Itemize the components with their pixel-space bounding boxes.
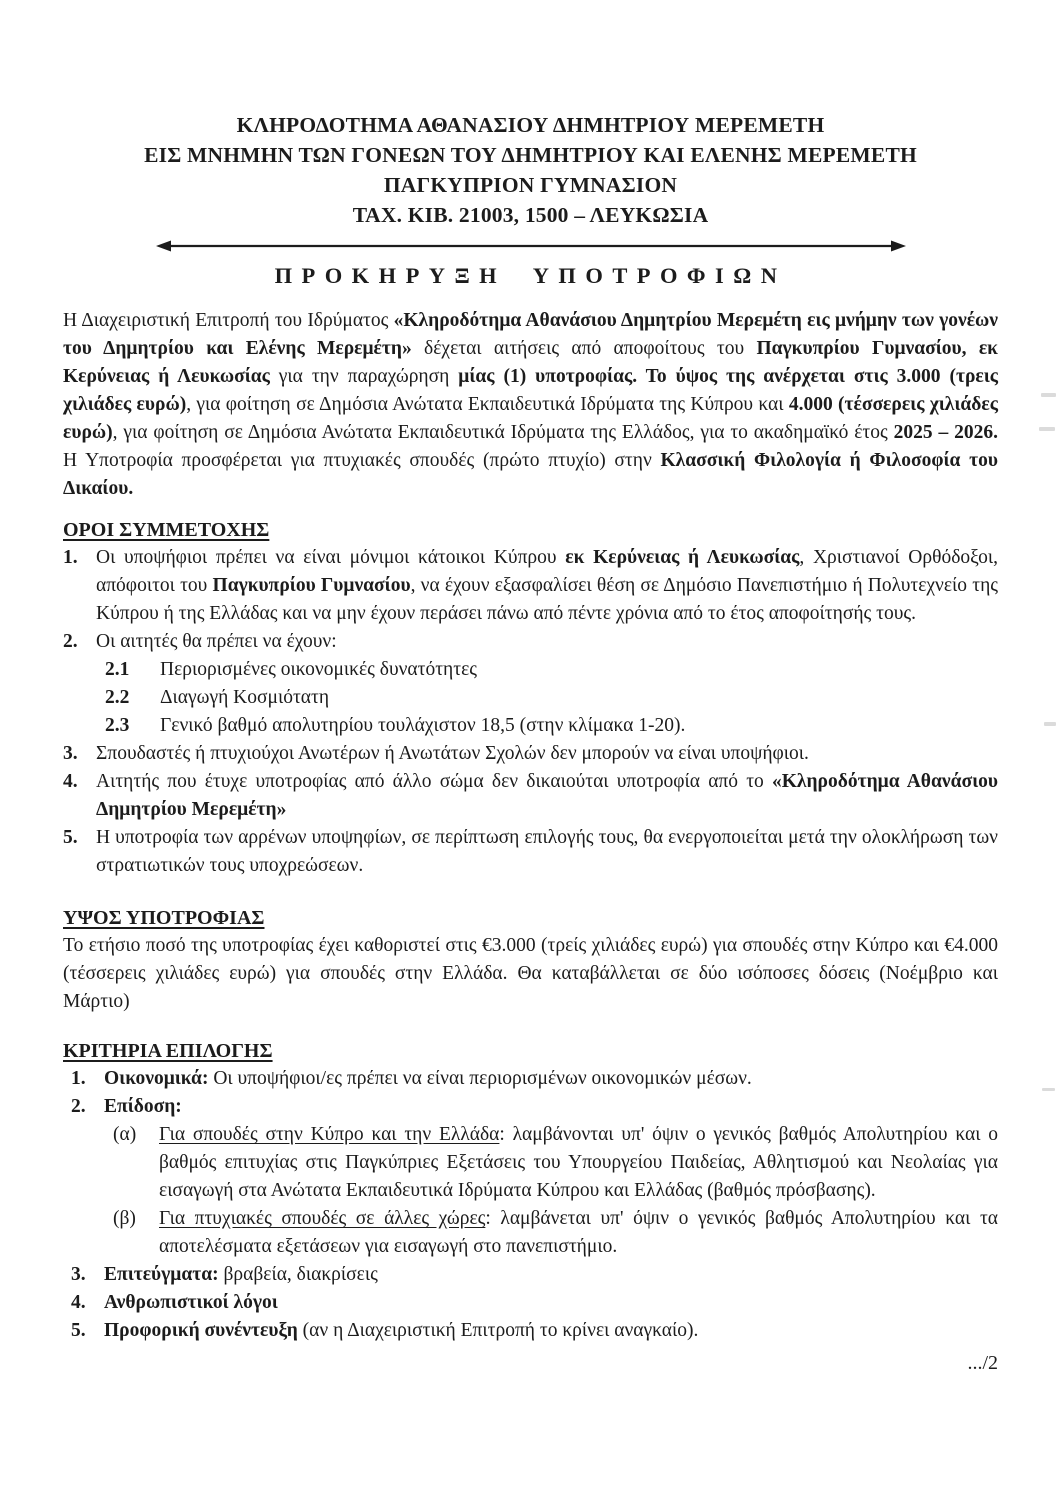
amount-paragraph: Το ετήσιο ποσό της υποτροφίας έχει καθοριστεί στις €3.000 (τρείς χιλιάδες ευρώ) για σπουδές στην Κύπρο και €4.000 (τέσσερεις χιλιάδες ευρώ) για σπουδές στην Ελλάδα. Θα καταβάλλεται σε δύο ισόποσες δόσεις (Νοέμβριο και Μάρτιο): [63, 935, 998, 1012]
list-item: [63, 740, 998, 768]
list-item: [63, 628, 998, 740]
list-subitem-text: Διαγωγή Κοσμιότατη: [160, 687, 330, 708]
list-subitem: [105, 712, 998, 740]
list-item-number: 4.: [63, 771, 78, 792]
scan-artifact: [1042, 1088, 1055, 1091]
list-item-number: 1.: [71, 1068, 86, 1089]
letterhead-line-2: ΕΙΣ ΜΝΗΜΗΝ ΤΩΝ ΓΟΝΕΩΝ ΤΟΥ ΔΗΜΗΤΡΙΟΥ ΚΑΙ ΕΛΕΝΗΣ ΜΕΡΕΜΕΤΗ: [144, 143, 917, 167]
list-item-text: Επιτεύγματα: βραβεία, διακρίσεις: [104, 1264, 378, 1285]
list-subitem-number: 2.1: [105, 659, 130, 680]
list-item-text: Οι αιτητές θα πρέπει να έχουν:: [96, 631, 337, 652]
scan-artifact: [1041, 393, 1056, 397]
section-criteria: [63, 1037, 998, 1345]
list-item: [63, 768, 998, 824]
letterhead-line-1: ΚΛΗΡΟΔΟΤΗΜΑ ΑΘΑΝΑΣΙΟΥ ΔΗΜΗΤΡΙΟΥ ΜΕΡΕΜΕΤΗ: [236, 113, 825, 137]
list-item-number: 3.: [71, 1264, 86, 1285]
list-subitem-number: (α): [113, 1124, 137, 1145]
list-subitem-number: 2.2: [105, 687, 130, 708]
list-item: [71, 1317, 998, 1345]
list-subitem: [113, 1121, 998, 1205]
list-item-text: Οι υποψήφιοι πρέπει να είναι μόνιμοι κάτοικοι Κύπρου εκ Κερύνειας ή Λευκωσίας, Χριστιανοί Ορθόδοξοι, απόφοιτοι του Παγκυπρίου Γυμνασίου, να έχουν εξασφαλίσει θέση σε Δημόσιο Πανεπιστήμιο ή Πολυτεχνείο της Κύπρου ή της Ελλάδας και να μην έχουν περάσει πάνω από πέντε χρόνια από το έτος αποφοίτησής τους.: [96, 547, 999, 624]
page-indicator: .../2: [967, 1352, 998, 1374]
terms-sublist: [105, 656, 998, 740]
list-item: [71, 1261, 998, 1289]
section-terms: [63, 516, 998, 880]
list-subitem-text: Για σπουδές στην Κύπρο και την Ελλάδα: λαμβάνονται υπ' όψιν ο γενικός βαθμός Απολυτηρίου και ο βαθμός επιτυχίας στις Παγκύπριες Εξετάσεις του Υπουργείου Παιδείας, Αθλητισμού και Νεολαίας για εισαγωγή στα Ανώτατα Εκπαιδευτικά Ιδρύματα Κύπρου και Ελλάδας (βαθμός πρόσβασης).: [159, 1124, 998, 1201]
letterhead: [63, 110, 998, 292]
intro-paragraph: Η Διαχειριστική Επιτροπή του Ιδρύματος «Κληροδότημα Αθανάσιου Δημητρίου Μερεμέτη εις μνήμην των γονέων του Δημητρίου και Ελένης Μερεμέτη» δέχεται αιτήσεις από αποφοίτους του Παγκυπρίου Γυμνασίου, εκ Κερύνειας ή Λευκωσίας για την παραχώρηση μίας (1) υποτροφίας. Το ύψος της ανέρχεται στις 3.000 (τρεις χιλιάδες ευρώ), για φοίτηση σε Δημόσια Ανώτατα Εκπαιδευτικά Ιδρύματα της Κύπρου και 4.000 (τέσσερεις χιλιάδες ευρώ), για φοίτηση σε Δημόσια Ανώτατα Εκπαιδευτικά Ιδρύματα της Ελλάδος, για το ακαδημαϊκό έτος 2025 – 2026. Η Υποτροφία προσφέρεται για πτυχιακές σπουδές (πρώτο πτυχίο) στην Κλασσική Φιλολογία ή Φιλοσοφία του Δικαίου.: [63, 310, 999, 499]
list-item-number: 5.: [71, 1320, 86, 1341]
list-subitem: [113, 1205, 998, 1261]
list-item-number: 2.: [63, 631, 78, 652]
criteria-sublist: [113, 1121, 998, 1261]
list-item-number: 5.: [63, 827, 78, 848]
list-item: [71, 1093, 998, 1261]
letterhead-line-4: ΤΑΧ. ΚΙΒ. 21003, 1500 – ΛΕΥΚΩΣΙΑ: [352, 203, 709, 227]
list-item: [71, 1289, 998, 1317]
list-item-text: Ανθρωπιστικοί λόγοι: [104, 1292, 278, 1313]
list-item-text: Η υποτροφία των αρρένων υποψηφίων, σε περίπτωση επιλογής τους, θα ενεργοποιείται μετά την ολοκλήρωση των στρατιωτικών τους υποχρεώσεων.: [96, 827, 998, 876]
section-amount: [63, 904, 998, 1016]
list-item-number: 4.: [71, 1292, 86, 1313]
amount-heading: ΥΨΟΣ ΥΠΟΤΡΟΦΙΑΣ: [63, 907, 265, 929]
list-item: [63, 544, 998, 628]
list-item-text: Αιτητής που έτυχε υποτροφίας από άλλο σώμα δεν δικαιούται υποτροφία από το «Κληροδότημα Αθανάσιου Δημητρίου Μερεμέτη»: [96, 771, 998, 820]
criteria-heading: ΚΡΙΤΗΡΙΑ ΕΠΙΛΟΓΗΣ: [63, 1040, 273, 1062]
scan-artifact: [1039, 427, 1055, 431]
terms-list: [63, 544, 998, 880]
list-subitem-number: 2.3: [105, 715, 130, 736]
list-subitem-text: Περιορισμένες οικονομικές δυνατότητες: [160, 659, 477, 680]
list-item: [71, 1065, 998, 1093]
list-item-number: 3.: [63, 743, 78, 764]
list-item-text: Προφορική συνέντευξη (αν η Διαχειριστική Επιτροπή το κρίνει αναγκαίο).: [104, 1320, 699, 1341]
list-item-text: Σπουδαστές ή πτυχιούχοι Ανωτέρων ή Ανωτάτων Σχολών δεν μπορούν να είναι υποψήφιοι.: [96, 743, 809, 764]
list-subitem-text: Γενικό βαθμό απολυτηρίου τουλάχιστον 18,5 (στην κλίμακα 1-20).: [160, 715, 686, 736]
list-item: [63, 824, 998, 880]
list-subitem-number: (β): [113, 1208, 136, 1229]
list-item-number: 1.: [63, 547, 78, 568]
list-subitem: [105, 656, 998, 684]
list-item-text: Επίδοση:: [104, 1096, 182, 1117]
double-arrow-divider: [63, 235, 998, 251]
list-item-text: Οικονομικά: Οι υποψήφιοι/ες πρέπει να είναι περιορισμένων οικονομικών μέσων.: [104, 1068, 752, 1089]
list-subitem: [105, 684, 998, 712]
double-arrow-icon: [155, 238, 907, 254]
letterhead-line-3: ΠΑΓΚΥΠΡΙΟΝ ΓΥΜΝΑΣΙΟΝ: [383, 173, 678, 197]
scan-artifact: [1044, 722, 1056, 726]
list-subitem-text: Για πτυχιακές σπουδές σε άλλες χώρες: λαμβάνεται υπ' όψιν ο γενικός βαθμός Απολυτηρίου και τα αποτελέσματα εξετάσεων για εισαγωγή στο πανεπιστήμιο.: [159, 1208, 998, 1257]
terms-heading: ΟΡΟΙ ΣΥΜΜΕΤΟΧΗΣ: [63, 519, 270, 541]
criteria-list: [63, 1065, 998, 1345]
document-title: ΠΡΟΚΗΡΥΞΗ ΥΠΟΤΡΟΦΙΩΝ: [274, 263, 787, 288]
list-item-number: 2.: [71, 1096, 86, 1117]
